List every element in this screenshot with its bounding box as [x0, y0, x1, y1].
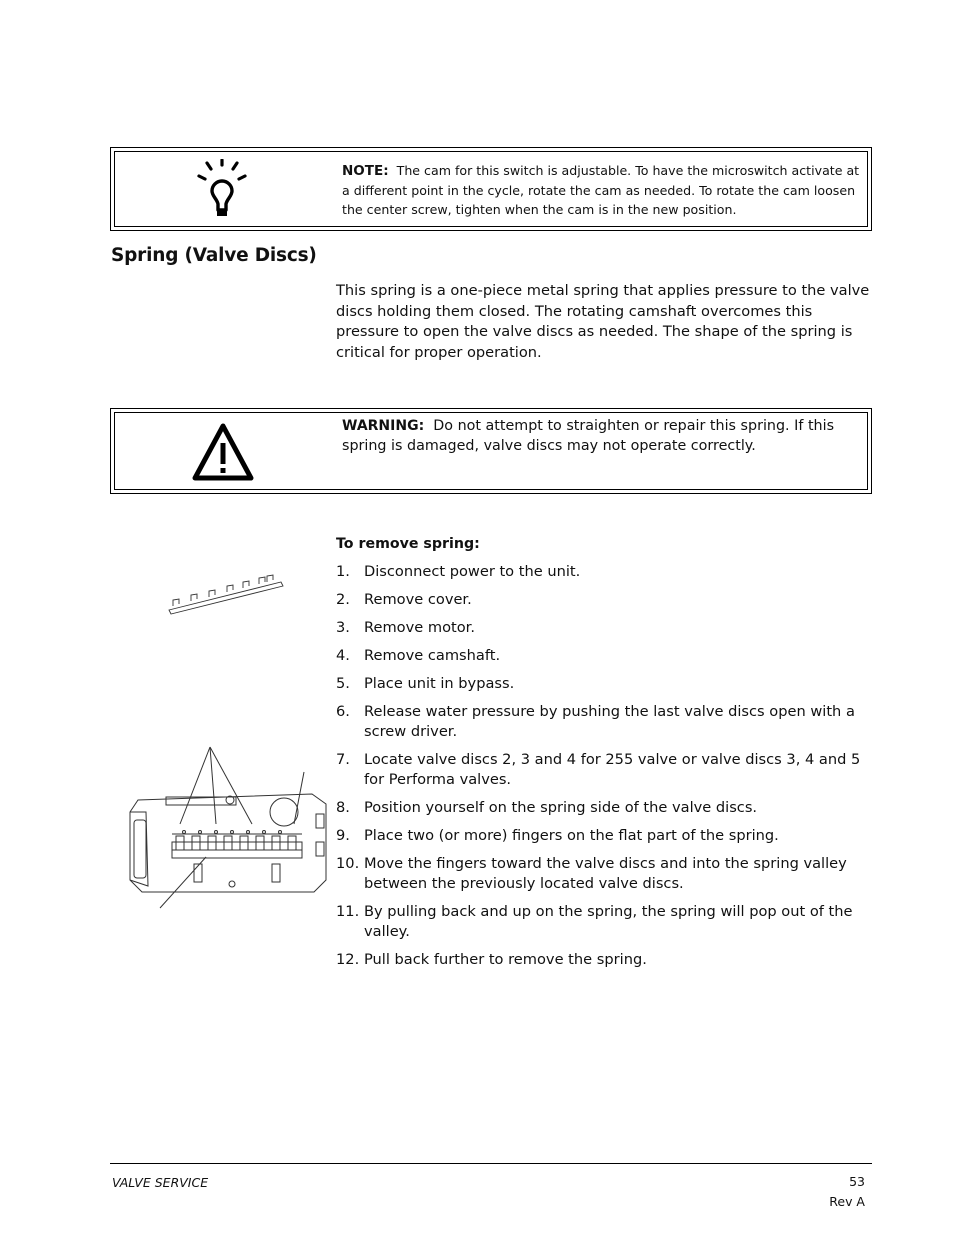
step-text: Position yourself on the spring side of the valve discs. [364, 799, 758, 816]
step-item [336, 826, 872, 846]
step-text: Move the fingers toward the valve discs and into the spring valley between the previously located valve discs. [364, 855, 847, 892]
step-number: 2. [336, 591, 350, 608]
step-number: 4. [336, 647, 350, 664]
step-text: Release water pressure by pushing the last valve discs open with a screw driver. [364, 703, 855, 740]
step-item [336, 902, 872, 942]
warning-triangle-icon [191, 422, 255, 482]
section-title: Spring (Valve Discs) [111, 245, 317, 266]
warning-box [110, 408, 872, 494]
section-intro: This spring is a one-piece metal spring that applies pressure to the valve discs holding them closed. The rotating camshaft overcomes this pressure to open the valve discs as needed. The shape of the spring is critical for proper operation. [336, 282, 870, 361]
step-item [336, 590, 872, 610]
step-text: Locate valve discs 2, 3 and 4 for 255 valve or valve discs 3, 4 and 5 for Performa valves. [364, 751, 861, 788]
step-item [336, 646, 872, 666]
step-text: Disconnect power to the unit. [364, 563, 581, 580]
note-text-block [342, 161, 865, 219]
step-text: Pull back further to remove the spring. [364, 951, 647, 968]
step-item [336, 674, 872, 694]
note-box [110, 147, 872, 231]
step-number: 7. [336, 751, 350, 768]
footer-page-number: 53 [849, 1174, 865, 1189]
note-text: The cam for this switch is adjustable. To have the microswitch activate at a different point in the cycle, rotate the cam as needed. To rotate the cam loosen the center screw, tighten when the cam is in the new position. [342, 163, 860, 217]
step-text: Remove camshaft. [364, 647, 501, 664]
step-number: 5. [336, 675, 350, 692]
warning-label: WARNING: [342, 418, 425, 434]
step-text: Remove motor. [364, 619, 475, 636]
step-item [336, 562, 872, 582]
step-number: 1. [336, 563, 350, 580]
warning-text: Do not attempt to straighten or repair this spring. If this spring is damaged, valve discs may not operate correctly. [342, 418, 835, 454]
step-item [336, 798, 872, 818]
lightbulb-icon [197, 159, 253, 221]
procedure-heading: To remove spring: [336, 536, 480, 552]
step-number: 8. [336, 799, 350, 816]
step-text: By pulling back and up on the spring, the spring will pop out of the valley. [364, 903, 853, 940]
procedure-steps [336, 562, 872, 978]
step-number: 11. [336, 903, 360, 920]
footer-rule [110, 1163, 872, 1164]
footer-section-name: VALVE SERVICE [112, 1175, 209, 1190]
spring-illustration [163, 570, 287, 618]
step-item [336, 702, 872, 742]
step-text: Remove cover. [364, 591, 472, 608]
step-number: 6. [336, 703, 350, 720]
footer-revision: Rev A [829, 1194, 865, 1209]
step-number: 10. [336, 855, 360, 872]
step-number: 12. [336, 951, 360, 968]
step-item [336, 618, 872, 638]
note-label: NOTE: [342, 163, 389, 179]
step-item [336, 854, 872, 894]
step-item [336, 950, 872, 970]
step-text: Place unit in bypass. [364, 675, 515, 692]
warning-text-block [342, 416, 865, 456]
valve-body-illustration [126, 742, 332, 914]
step-text: Place two (or more) fingers on the flat part of the spring. [364, 827, 779, 844]
step-number: 3. [336, 619, 350, 636]
step-item [336, 750, 872, 790]
step-number: 9. [336, 827, 350, 844]
